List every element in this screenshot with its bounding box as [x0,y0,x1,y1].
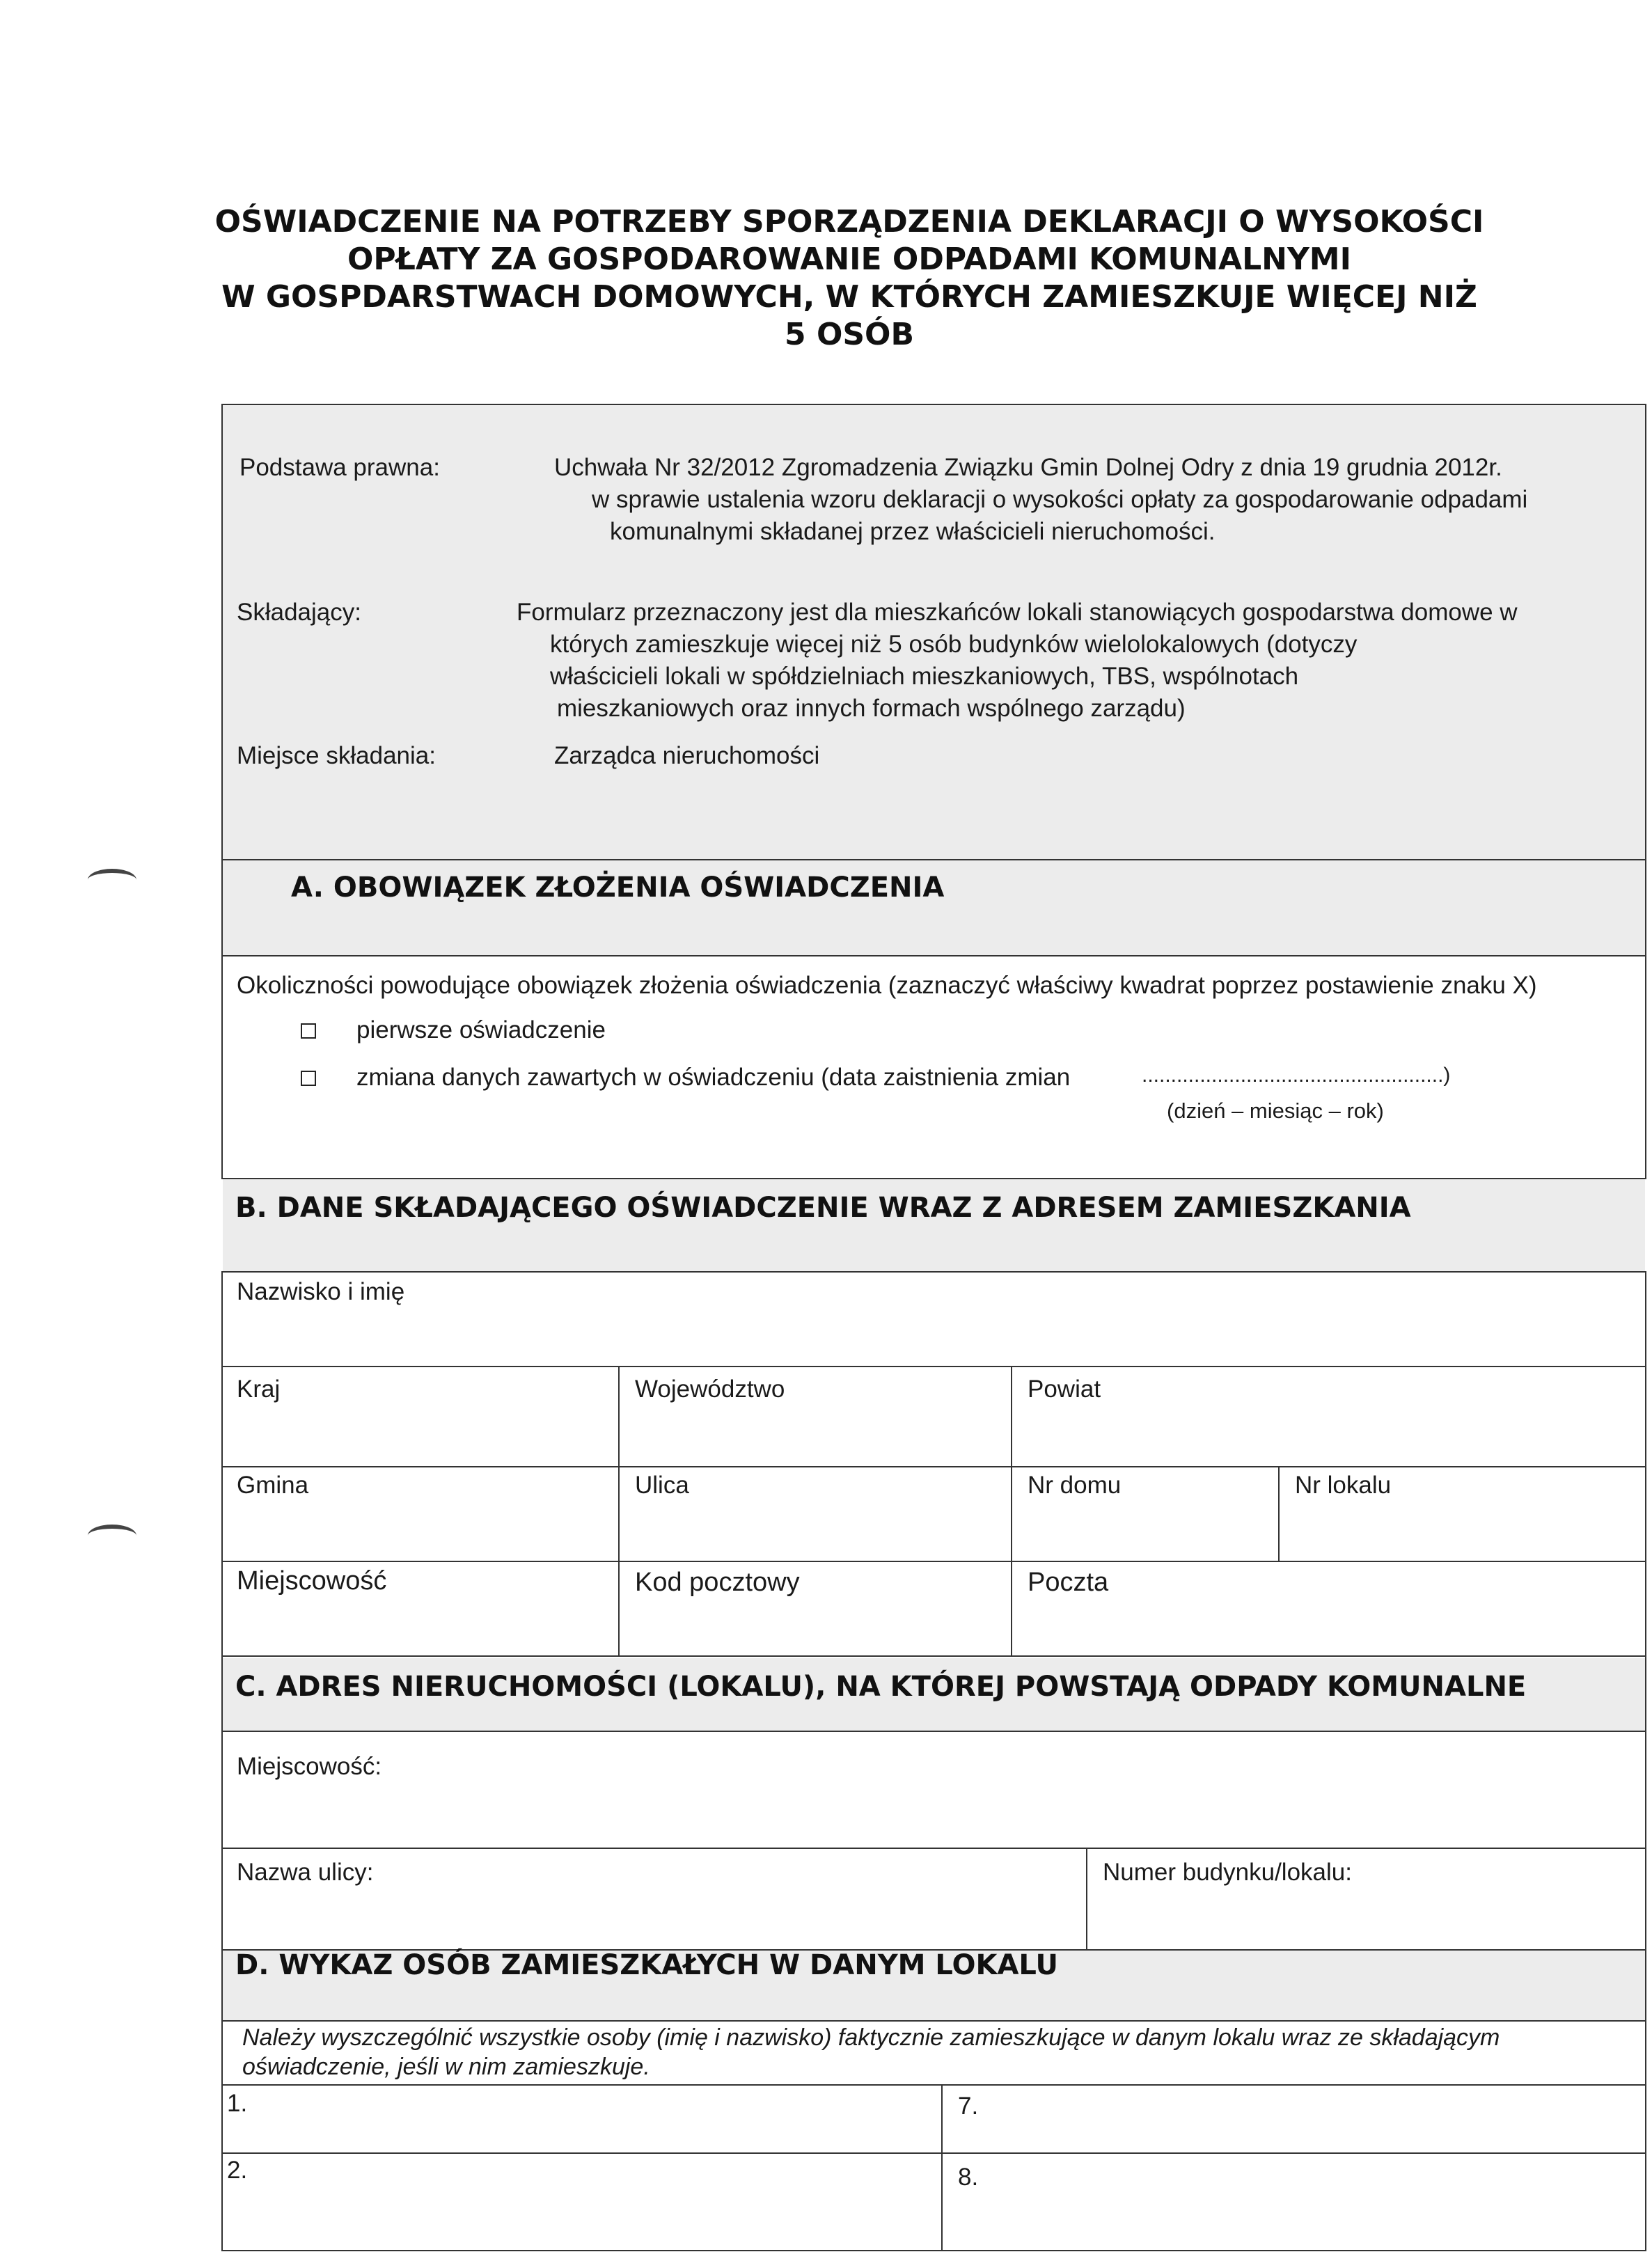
section-d-right-border [1645,1949,1646,2251]
section-c-left-border [221,1657,223,1949]
person-row-2-left[interactable]: 2. [227,2157,248,2184]
data-change-checkbox[interactable] [301,1071,316,1086]
title-line-1: OŚWIADCZENIE NA POTRZEBY SPORZĄDZENIA DEKLARACJI O WYSOKOŚCI [214,204,1484,239]
title-line-2: OPŁATY ZA GOSPODAROWANIE ODPADAMI KOMUNALNYMI [347,242,1351,277]
place-label: Miejsce składania: [237,742,436,769]
surname-name-field[interactable]: Nazwisko i imię [237,1278,405,1305]
title-line-3: W GOSPDARSTWACH DOMOWYCH, W KTÓRYCH ZAMIESZKUJE WIĘCEJ NIŻ [221,279,1477,315]
person-row-1-right[interactable]: 7. [958,2093,979,2120]
persons-table-col-divider [941,2084,943,2251]
section-c-col-divider [1086,1848,1087,1949]
voivodeship-field[interactable]: Województwo [635,1376,785,1403]
section-d-heading: D. WYKAZ OSÓB ZAMIESZKAŁYCH W DANYM LOKALU [235,1949,1058,1981]
street-field[interactable]: Ulica [635,1472,689,1499]
submitter-line-1: Formularz przeznaczony jest dla mieszkańców lokali stanowiących gospodarstwa domowe w [517,599,1518,626]
persons-table-bottom [221,2250,1646,2251]
commune-field[interactable]: Gmina [237,1472,309,1499]
data-change-label: zmiana danych zawartych w oświadczeniu (data zaistnienia zmian [356,1064,1071,1091]
persons-table-top [221,2084,1646,2086]
first-statement-checkbox[interactable] [301,1023,316,1039]
legal-basis-line-1: Uchwała Nr 32/2012 Zgromadzenia Związku Gmin Dolnej Odry z dnia 19 grudnia 2012r. [554,454,1502,481]
submitter-label: Składający: [237,599,361,626]
legal-basis-line-3: komunalnymi składanej przez właścicieli nieruchomości. [610,518,1216,545]
locality-field[interactable]: Miejscowość [237,1566,387,1596]
person-row-2-right[interactable]: 8. [958,2164,979,2191]
section-a-divider [221,955,1646,956]
section-d-instruction-line-1: Należy wyszczególnić wszystkie osoby (imię i nazwisko) faktycznie zamieszkujące w danym lokalu wraz ze składającym [242,2024,1500,2051]
section-d-left-border [221,1949,223,2251]
change-date-hint: (dzień – miesiąc – rok) [1167,1098,1384,1123]
change-date-field[interactable]: ....................................................) [1142,1064,1451,1087]
binder-hole-bottom [88,1525,136,1547]
section-b-col-divider-3 [1278,1466,1280,1561]
flat-number-field[interactable]: Nr lokalu [1295,1472,1392,1499]
section-d-instruction-line-2: oświadczenie, jeśli w nim zamieszkuje. [242,2054,650,2080]
binder-hole-top [88,869,136,891]
page-title [209,203,1490,354]
submitter-line-4: mieszkaniowych oraz innych formach wspólnego zarządu) [557,695,1186,722]
section-a-heading: A. OBOWIĄZEK ZŁOŻENIA OŚWIADCZENIA [291,872,945,904]
section-b-row-divider-3 [221,1561,1646,1562]
post-office-field[interactable]: Poczta [1028,1568,1109,1597]
section-b-heading: B. DANE SKŁADAJĄCEGO OŚWIADCZENIE WRAZ Z ADRESEM ZAMIESZKANIA [235,1192,1411,1224]
postal-code-field[interactable]: Kod pocztowy [635,1568,800,1597]
place-value: Zarządca nieruchomości [554,742,820,769]
section-b-col-divider-1 [618,1366,620,1657]
section-b-row-divider-2 [221,1466,1646,1467]
submitter-line-3: właścicieli lokali w spółdzielniach mieszkaniowych, TBS, wspólnotach [550,663,1299,690]
section-a-right-border [1645,860,1646,1178]
section-d-divider [221,2020,1646,2022]
first-statement-label: pierwsze oświadczenie [356,1016,606,1044]
persons-table-row-divider [221,2152,1646,2154]
person-row-1-left[interactable]: 1. [227,2090,248,2117]
section-b-col-divider-2 [1011,1366,1012,1657]
section-c-divider-1 [221,1731,1646,1732]
section-a-instruction: Okoliczności powodujące obowiązek złożenia oświadczenia (zaznaczyć właściwy kwadrat poprzez postawienie znaku X) [237,972,1537,999]
title-line-4: 5 OSÓB [785,317,914,352]
legal-basis-line-2: w sprawie ustalenia wzoru deklaracji o wysokości opłaty za gospodarowanie odpadami [592,486,1528,513]
country-field[interactable]: Kraj [237,1376,281,1403]
section-b-table [221,1271,1646,1657]
property-locality-field[interactable]: Miejscowość: [237,1753,382,1780]
county-field[interactable]: Powiat [1028,1376,1101,1403]
section-a-left-border [221,860,223,1178]
house-number-field[interactable]: Nr domu [1028,1472,1122,1499]
property-building-number-field[interactable]: Numer budynku/lokalu: [1103,1859,1352,1886]
section-c-divider-2 [221,1848,1646,1849]
property-street-field[interactable]: Nazwa ulicy: [237,1859,374,1886]
legal-basis-label: Podstawa prawna: [239,454,440,481]
section-c-right-border [1645,1657,1646,1949]
section-c-heading: C. ADRES NIERUCHOMOŚCI (LOKALU), NA KTÓREJ POWSTAJĄ ODPADY KOMUNALNE [235,1671,1527,1703]
submitter-line-2: których zamieszkuje więcej niż 5 osób budynków wielolokalowych (dotyczy [550,631,1358,658]
section-b-row-divider-1 [221,1366,1646,1367]
